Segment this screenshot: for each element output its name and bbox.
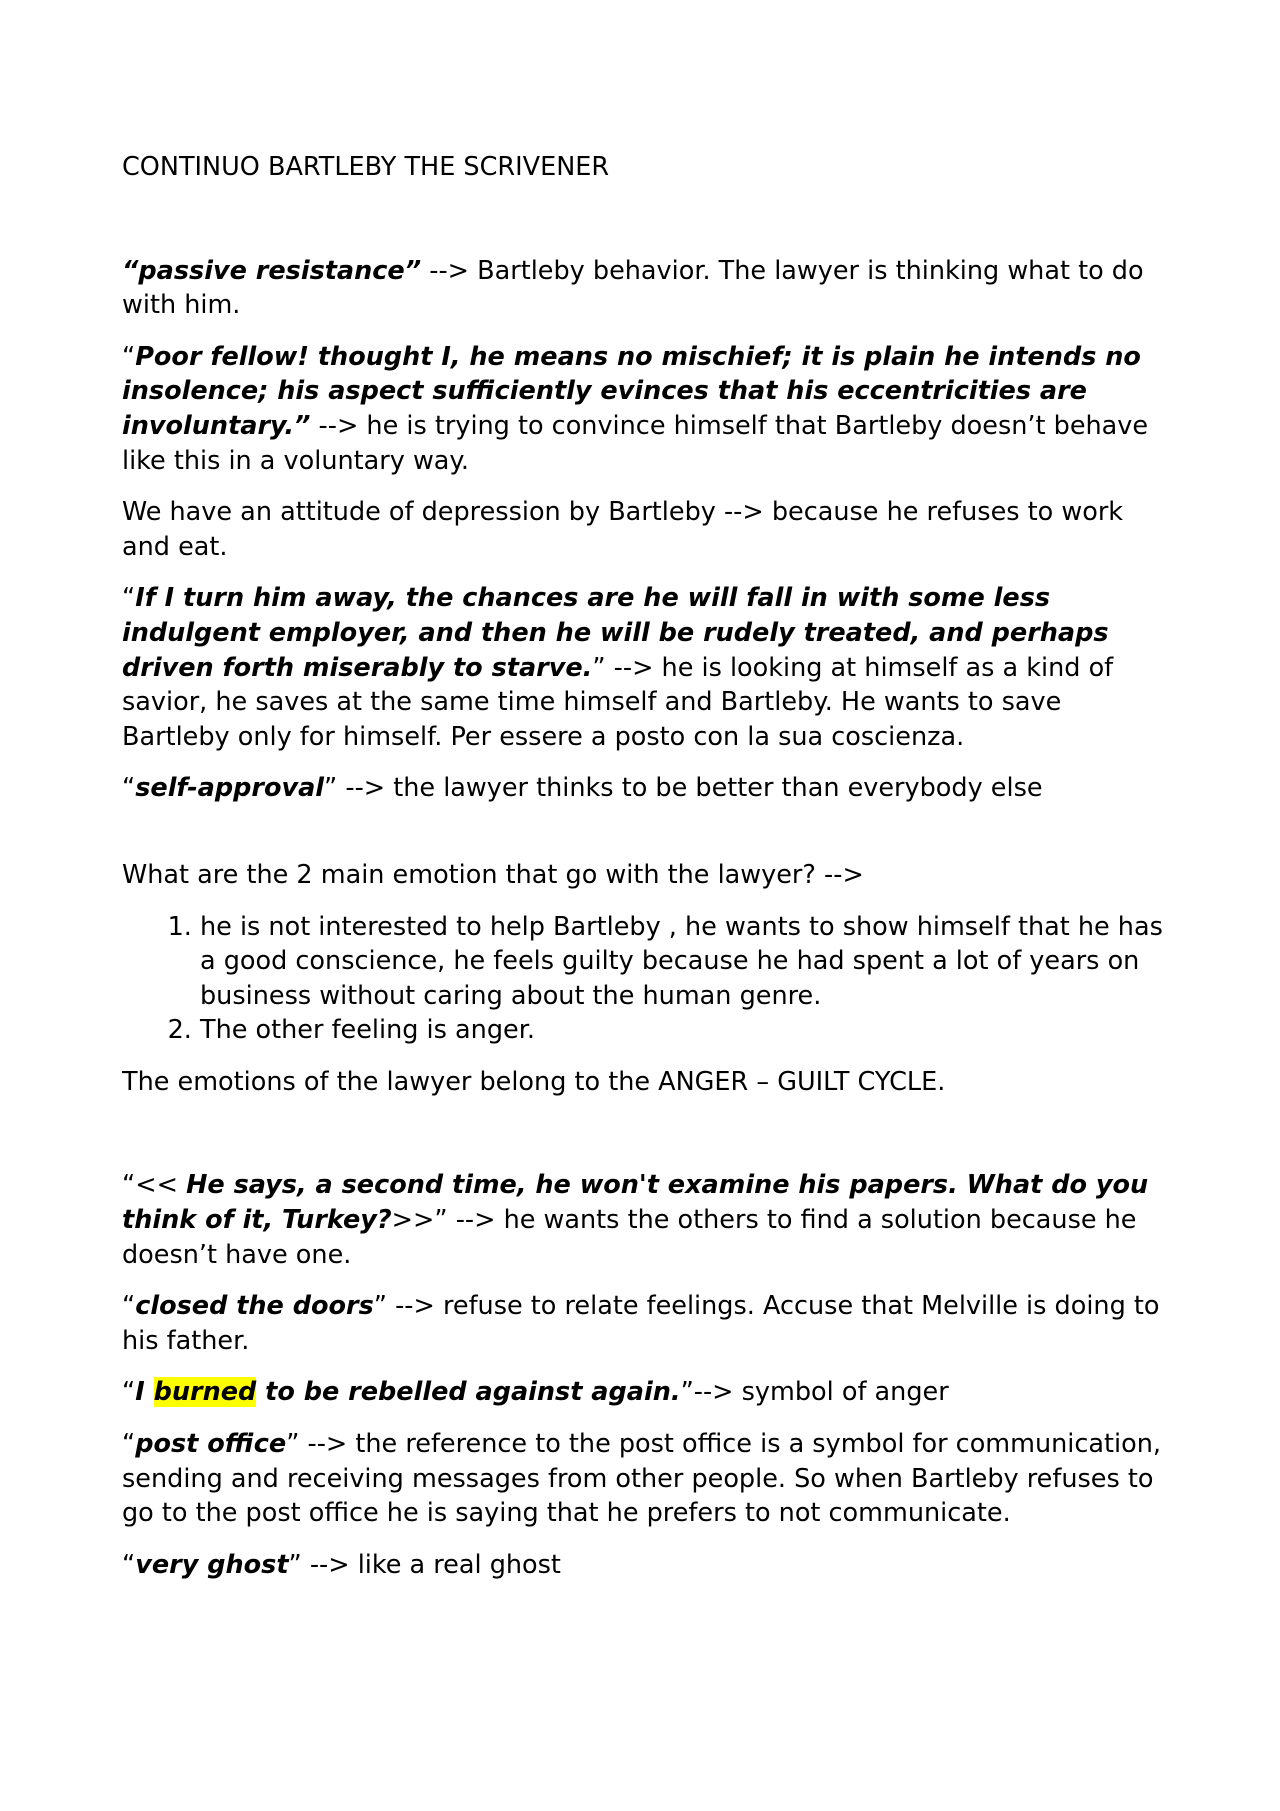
- comment: ” --> the lawyer thinks to be better than everybody else: [324, 773, 1043, 804]
- paragraph-turkey: [122, 1168, 1172, 1272]
- document-title: CONTINUO BARTLEBY THE SCRIVENER: [122, 152, 610, 182]
- comment: >>” --> he wants the others to find a solution because he doesn’t have one.: [122, 1205, 1137, 1270]
- quote: self-approval: [135, 773, 325, 804]
- paragraph-poor-fellow: [122, 340, 1172, 478]
- paragraph-turn-him-away: [122, 581, 1172, 754]
- document-page: [122, 150, 1172, 1599]
- comment: --> Bartleby behavior. The lawyer is thinking what to do with him.: [122, 255, 1144, 321]
- paragraph-burned: [122, 1375, 1172, 1410]
- quote: post office: [135, 1429, 287, 1460]
- quote: “passive resistance”: [122, 255, 422, 286]
- list-item: 1. he is not interested to help Bartleby , he wants to show himself that he has a good conscience, he feels guilty because he had spent a lot of years on business without caring about the human genre.: [200, 910, 1172, 1014]
- paragraph-passive-resistance: [122, 254, 1172, 323]
- spacer: [122, 823, 1172, 858]
- open-quote: “: [122, 583, 136, 614]
- quote: He says, a second time, he won't examine his papers. What do you think of it, Turkey?: [122, 1170, 1149, 1236]
- comment: ”--> symbol of anger: [680, 1377, 949, 1408]
- open-quote: “: [122, 341, 136, 372]
- quote: closed the doors: [135, 1291, 374, 1322]
- paragraph-depression: We have an attitude of depression by Bartleby --> because he refuses to work and eat.: [122, 497, 1124, 562]
- comment: ” --> refuse to relate feelings. Accuse that Melville is doing to his father.: [122, 1291, 1160, 1356]
- open-quote: “: [122, 1549, 136, 1580]
- open-quote: “<<: [122, 1170, 187, 1201]
- list-item: 2. The other feeling is anger.: [200, 1013, 1172, 1048]
- quote: If I turn him away, the chances are he will fall in with some less indulgent employer, and then he will be rudely treated, and perhaps driven forth miserably to starve.: [122, 583, 1109, 683]
- quote: Poor fellow! thought I, he means no mischief; it is plain he intends no insolence; his aspect sufficiently evinces that his eccentricities are involuntary.”: [122, 341, 1141, 441]
- comment: --> he is trying to convince himself that Bartleby doesn’t behave like this in a voluntary way.: [122, 410, 1149, 476]
- comment: ” --> like a real ghost: [288, 1549, 561, 1580]
- paragraph-self-approval: [122, 771, 1172, 806]
- paragraph-post-office: [122, 1427, 1172, 1531]
- highlighted-word: burned: [153, 1377, 257, 1408]
- open-quote: “: [122, 1429, 136, 1460]
- emotions-list: [122, 910, 1172, 1048]
- open-quote: “: [122, 773, 136, 804]
- quote: very ghost: [135, 1549, 289, 1580]
- paragraph-closed-doors: [122, 1289, 1172, 1358]
- comment: ” --> he is looking at himself as a kind of savior, he saves at the same time himself and Bartleby. He wants to save Bartleby only for himself. Per essere a posto con la sua coscienza.: [122, 652, 1114, 752]
- paragraph-very-ghost: [122, 1548, 1172, 1583]
- open-quote: “: [122, 1291, 136, 1322]
- quote-end: to be rebelled against again.: [256, 1377, 681, 1408]
- paragraph-anger-guilt-cycle: The emotions of the lawyer belong to the ANGER – GUILT CYCLE.: [122, 1066, 946, 1097]
- quote-start: I: [135, 1377, 154, 1408]
- comment: ” --> the reference to the post office is a symbol for communication, sending and receiving messages from other people. So when Bartleby refuses to go to the post office he is saying that he prefers to not communicate.: [122, 1429, 1161, 1529]
- open-quote: “: [122, 1377, 136, 1408]
- paragraph-question: What are the 2 main emotion that go with the lawyer? -->: [122, 859, 864, 890]
- spacer: [122, 1116, 1172, 1168]
